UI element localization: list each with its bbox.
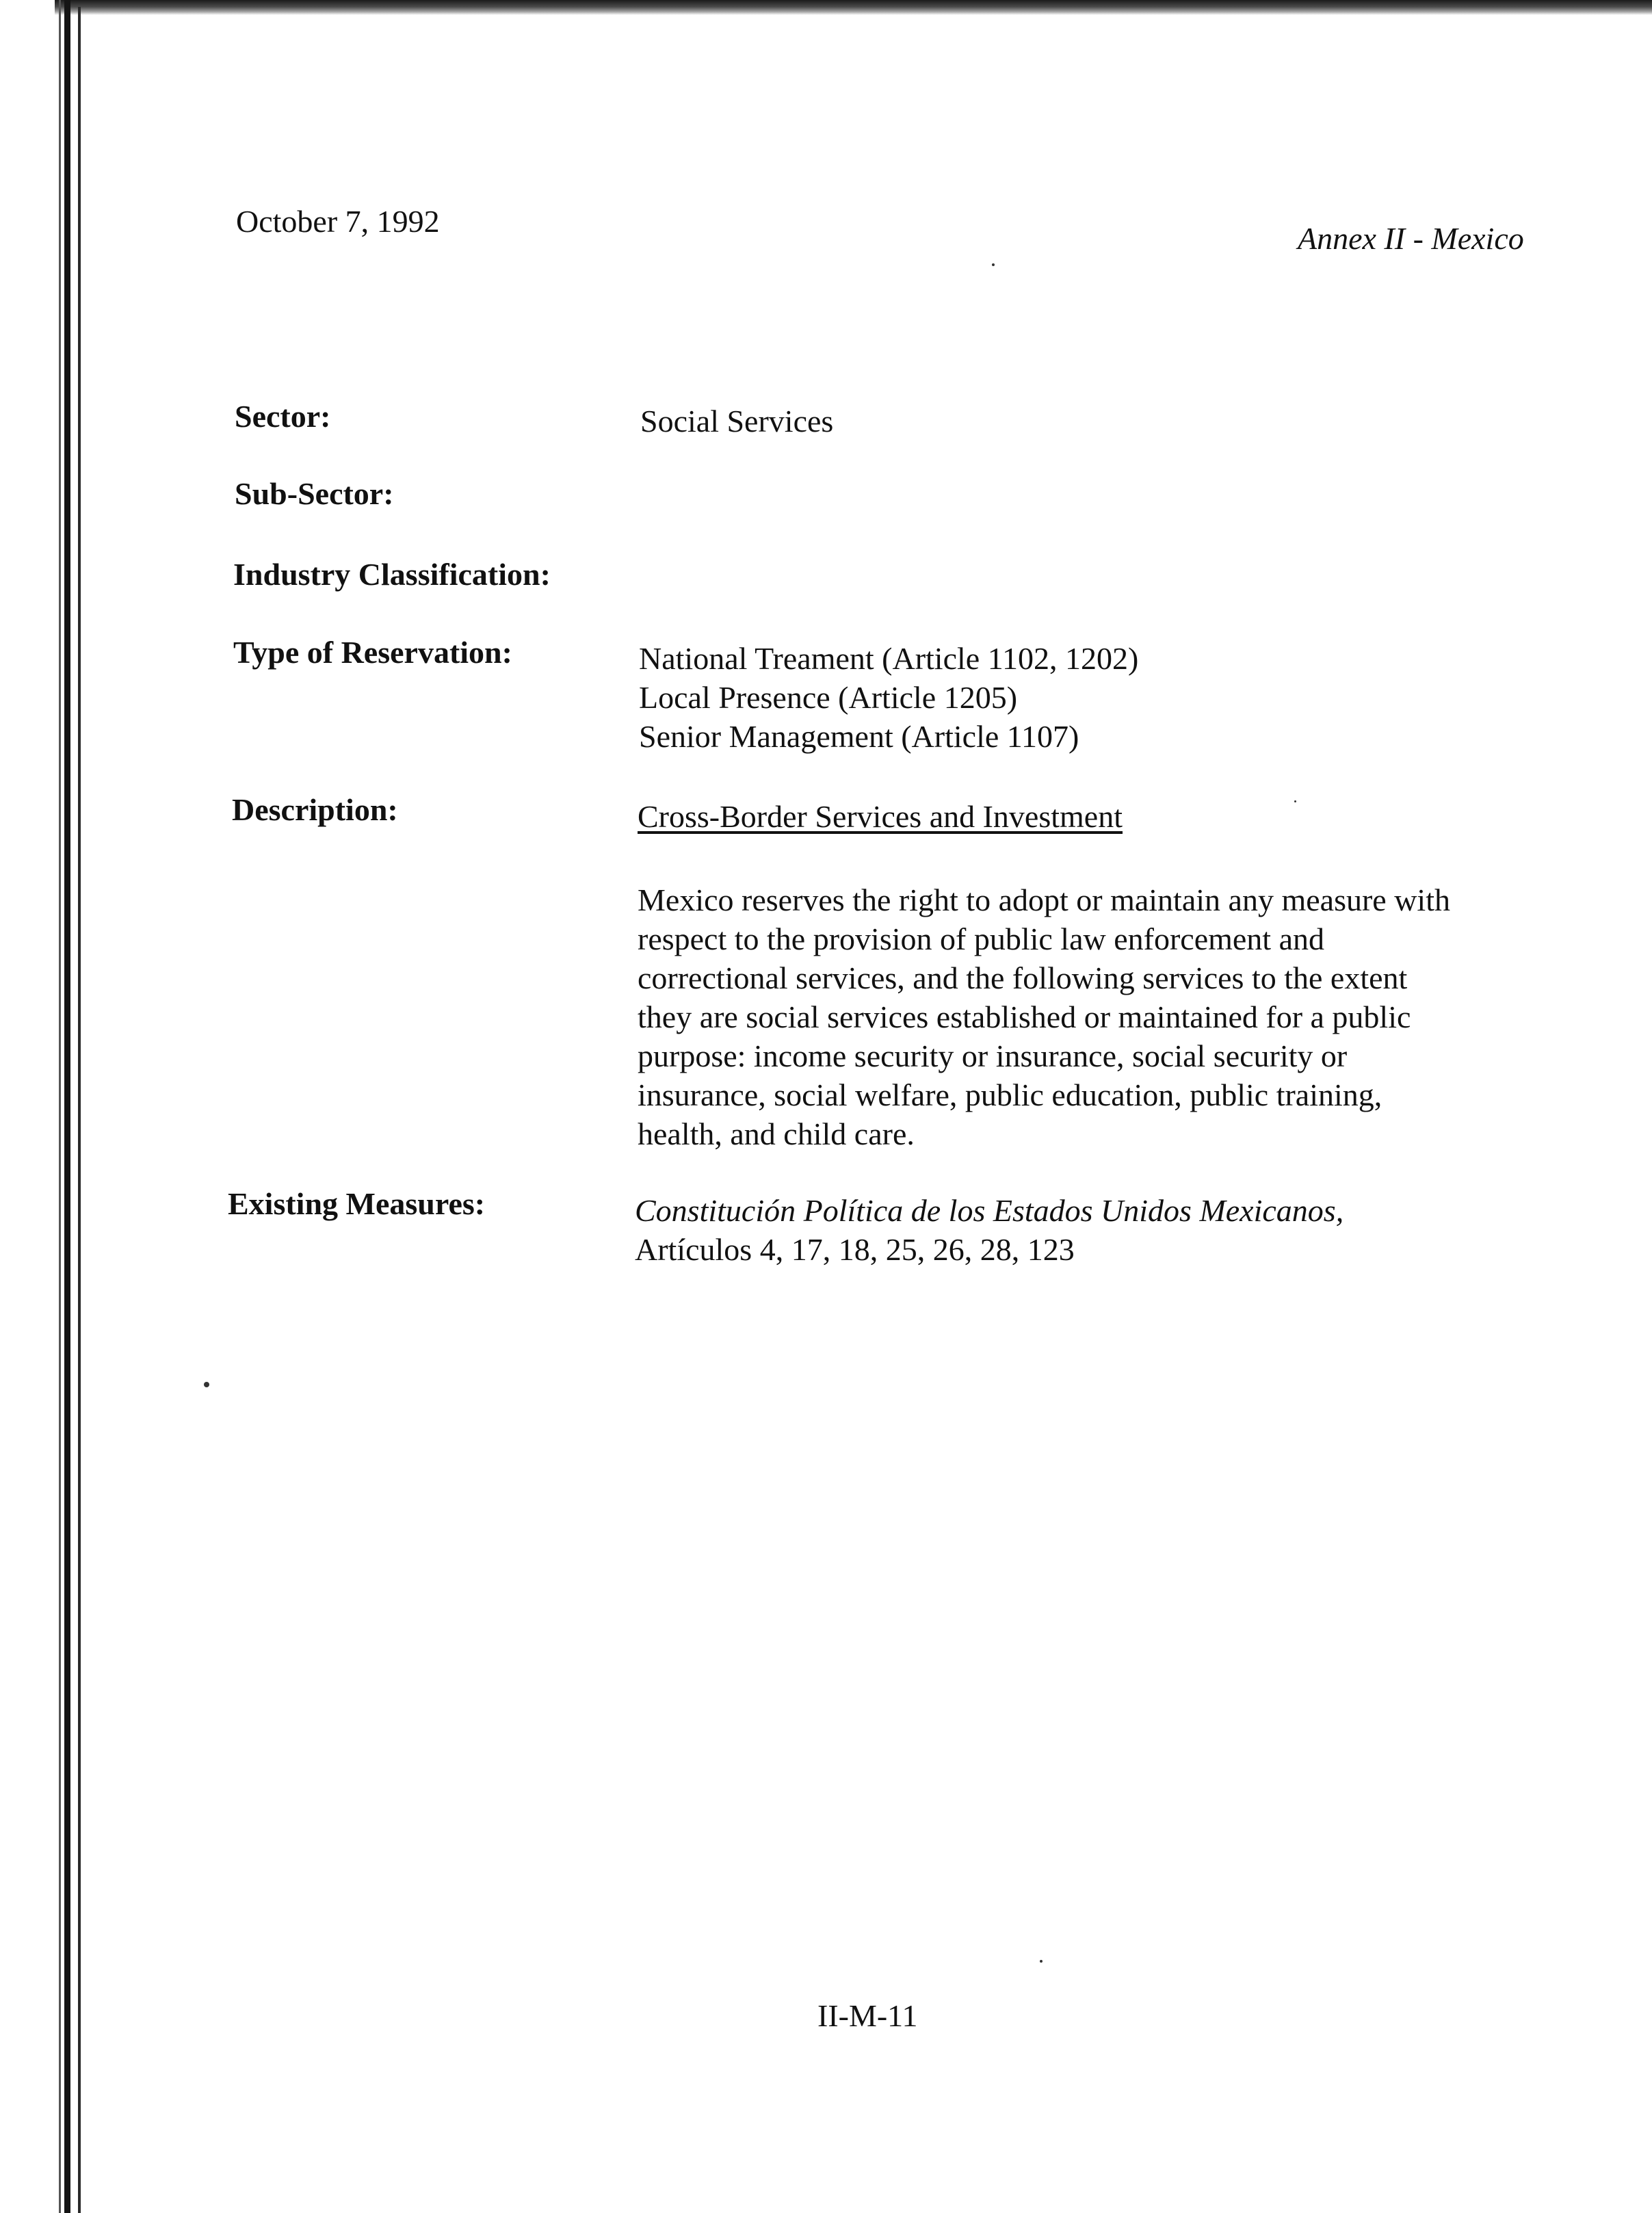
scan-speck <box>992 263 995 266</box>
reservation-line: National Treament (Article 1102, 1202) <box>639 641 1139 676</box>
subsector-label: Sub-Sector: <box>235 476 394 511</box>
description-heading: Cross-Border Services and Investment <box>638 799 1123 834</box>
sector-value: Social Services <box>640 404 834 438</box>
industry-classification-label: Industry Classification: <box>233 557 551 592</box>
sector-label: Sector: <box>235 399 331 434</box>
annex-title: Annex II - Mexico <box>1298 221 1524 256</box>
scan-speck <box>204 1382 209 1387</box>
binder-edge-line <box>59 0 61 2213</box>
document-date: October 7, 1992 <box>236 204 440 239</box>
reservation-line: Senior Management (Article 1107) <box>639 719 1079 754</box>
description-line: Mexico reserves the right to adopt or maintain any measure with <box>638 882 1450 917</box>
description-line: correctional services, and the following services to the extent <box>638 960 1408 995</box>
scan-speck <box>1294 800 1296 802</box>
scan-speck <box>1040 1960 1043 1963</box>
description-label: Description: <box>232 792 398 827</box>
measures-title: Constitución Política de los Estados Unidos Mexicanos, <box>635 1193 1344 1228</box>
description-line: purpose: income security or insurance, social security or <box>638 1038 1348 1073</box>
binder-edge-line <box>64 0 70 2213</box>
existing-measures-label: Existing Measures: <box>228 1186 486 1221</box>
description-line: insurance, social welfare, public education, public training, <box>638 1077 1382 1112</box>
description-line: respect to the provision of public law enforcement and <box>638 921 1325 956</box>
description-line: they are social services established or maintained for a public <box>638 999 1411 1034</box>
binder-edge-line <box>78 7 81 2213</box>
measures-articles: Artículos 4, 17, 18, 25, 26, 28, 123 <box>635 1232 1075 1267</box>
description-line: health, and child care. <box>638 1116 915 1151</box>
scan-edge-top <box>55 0 1652 15</box>
page-number: II-M-11 <box>817 1998 918 2033</box>
reservation-line: Local Presence (Article 1205) <box>639 680 1018 715</box>
reservation-type-label: Type of Reservation: <box>233 635 512 670</box>
